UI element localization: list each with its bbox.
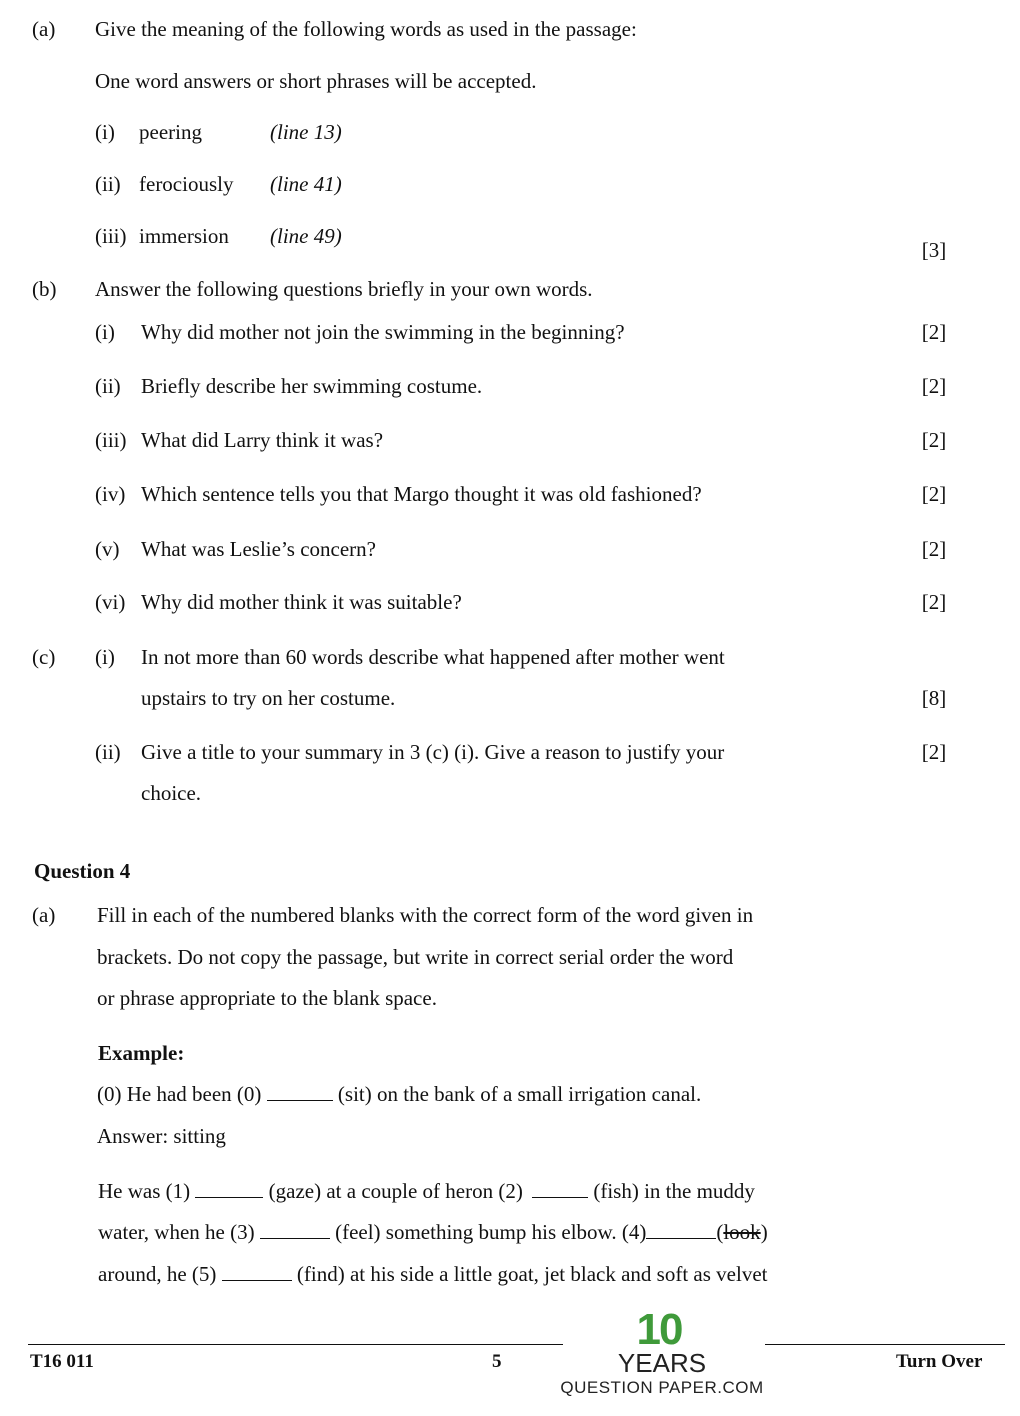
example-pre: (0) He had been (0)	[97, 1082, 262, 1106]
q3a-item-num: (iii)	[95, 224, 127, 248]
q3a-instruction: Give the meaning of the following words as used in the passage:	[95, 17, 637, 41]
q3c-item-line2: choice.	[141, 781, 202, 805]
q3a-item-ref: (line 41)	[270, 172, 342, 196]
q3b-item-num: (vi)	[95, 590, 126, 614]
blank-2	[532, 1179, 588, 1198]
passage-text: (	[716, 1220, 724, 1244]
q3a-label: (a)	[32, 17, 56, 41]
q3c-item-line2: upstairs to try on her costume.	[141, 686, 396, 710]
blank-line	[267, 1082, 333, 1101]
page-number: 5	[492, 1351, 502, 1372]
passage-text: (find) at his side a little goat, jet black and soft as velvet	[296, 1262, 768, 1286]
q3b-item-marks: [2]	[921, 590, 947, 614]
q3a-note: One word answers or short phrases will be accepted.	[95, 69, 537, 93]
q3b-instruction: Answer the following questions briefly in your own words.	[95, 277, 593, 301]
q3c-item-marks: [2]	[921, 740, 947, 764]
q3a-item-num: (i)	[95, 120, 115, 144]
site-logo-number: 10	[636, 1305, 682, 1354]
q4a-instruction-line: or phrase appropriate to the blank space.	[97, 986, 437, 1010]
q3a-item-word: peering	[139, 120, 202, 144]
footer-rule-right	[765, 1344, 1005, 1345]
q3b-item-marks: [2]	[921, 428, 947, 452]
q3b-item-marks: [2]	[921, 482, 947, 506]
q3b-label: (b)	[32, 277, 57, 301]
example-heading: Example:	[98, 1041, 185, 1065]
passage-text: (feel) something bump his elbow. (4)	[335, 1220, 647, 1244]
passage-struck-word: look	[723, 1220, 761, 1244]
q3b-item-num: (iv)	[95, 482, 126, 506]
q3b-item-num: (i)	[95, 320, 115, 344]
q3a-item-ref: (line 49)	[270, 224, 342, 248]
q3a-item-word: immersion	[139, 224, 229, 248]
passage-text: )	[760, 1220, 768, 1244]
passage-text: He was (1)	[98, 1179, 191, 1203]
passage-line	[98, 1262, 768, 1287]
q3a-item-ref: (line 13)	[270, 120, 342, 144]
passage-text: water, when he (3)	[98, 1220, 255, 1244]
blank-5	[222, 1262, 292, 1281]
q3c-label: (c)	[32, 645, 56, 669]
q3b-item-marks: [2]	[921, 320, 947, 344]
turn-over: Turn Over	[896, 1351, 983, 1372]
blank-1	[195, 1179, 263, 1198]
q3b-item-text: Which sentence tells you that Margo thought it was old fashioned?	[141, 482, 702, 506]
q3a-item-num: (ii)	[95, 172, 121, 196]
q3b-item-num: (iii)	[95, 428, 127, 452]
passage-text: (fish) in the muddy	[593, 1179, 755, 1203]
q3c-item-line1: Give a title to your summary in 3 (c) (i). Give a reason to justify your	[141, 740, 725, 764]
site-logo-text: QUESTION PAPER.COM	[560, 1378, 764, 1397]
passage-line	[98, 1220, 768, 1245]
q3a-item-word: ferociously	[139, 172, 234, 196]
q4a-instruction-line: Fill in each of the numbered blanks with the correct form of the word given in	[97, 903, 754, 927]
q3b-item-text: Why did mother think it was suitable?	[141, 590, 462, 614]
q3b-item-text: What did Larry think it was?	[141, 428, 384, 452]
q3b-item-text: Why did mother not join the swimming in the beginning?	[141, 320, 625, 344]
blank-3	[260, 1220, 330, 1239]
example-post: (sit) on the bank of a small irrigation canal.	[337, 1082, 702, 1106]
q3c-item-num: (ii)	[95, 740, 121, 764]
passage-text: around, he (5)	[98, 1262, 217, 1286]
q3c-item-marks: [8]	[921, 686, 947, 710]
example-line	[97, 1082, 701, 1107]
q3b-item-marks: [2]	[921, 537, 947, 561]
site-logo-years: YEARS	[617, 1348, 707, 1378]
q3c-item-num: (i)	[95, 645, 115, 669]
blank-4	[646, 1220, 716, 1239]
q3b-item-text: What was Leslie’s concern?	[141, 537, 376, 561]
q3b-item-num: (v)	[95, 537, 120, 561]
q3b-item-marks: [2]	[921, 374, 947, 398]
q4-heading: Question 4	[34, 859, 131, 883]
footer-rule-left	[28, 1344, 563, 1345]
paper-code: T16 011	[30, 1351, 94, 1372]
example-answer: Answer: sitting	[97, 1124, 226, 1148]
passage-text: (gaze) at a couple of heron (2)	[268, 1179, 523, 1203]
q3b-item-text: Briefly describe her swimming costume.	[141, 374, 483, 398]
q4a-instruction-line: brackets. Do not copy the passage, but write in correct serial order the word	[97, 945, 734, 969]
q4a-label: (a)	[32, 903, 56, 927]
passage-line	[98, 1179, 755, 1204]
q3b-item-num: (ii)	[95, 374, 121, 398]
q3a-marks: [3]	[921, 238, 947, 262]
q3c-item-line1: In not more than 60 words describe what happened after mother went	[141, 645, 725, 669]
